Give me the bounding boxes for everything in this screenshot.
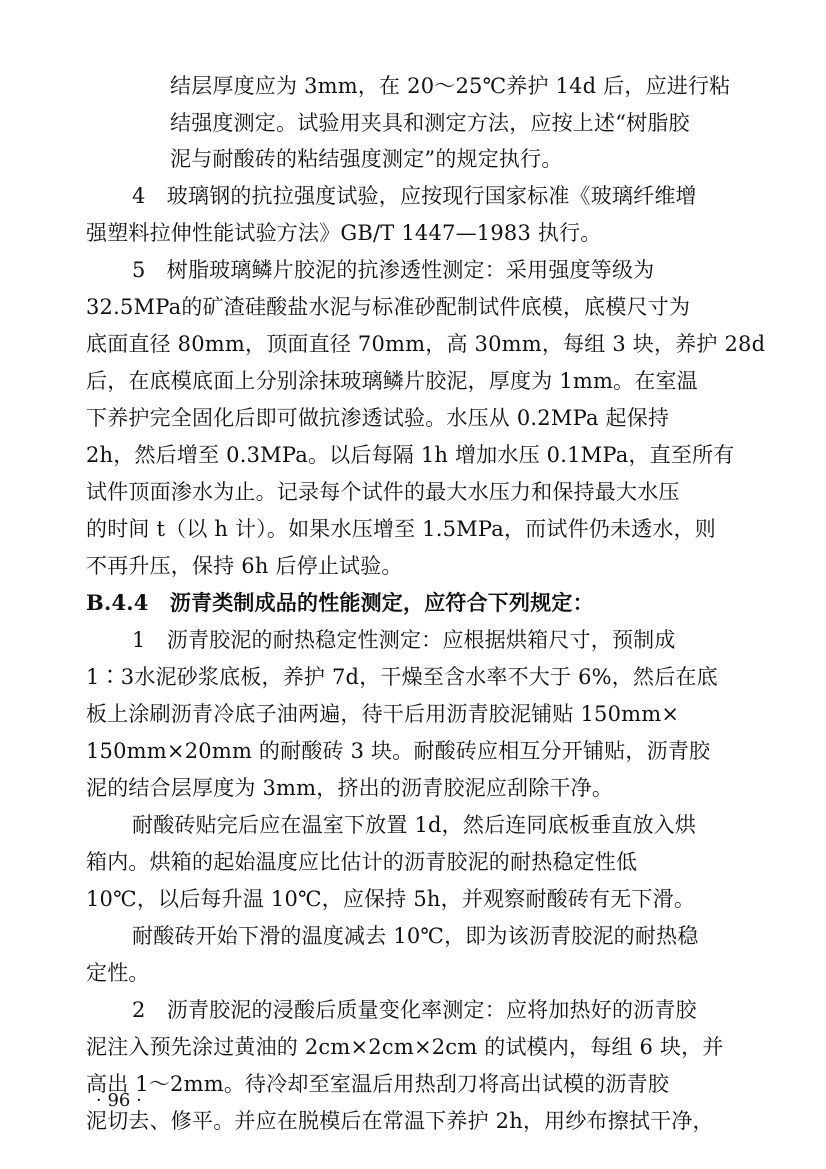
text-line-21: 耐酸砖贴完后应在温室下放置 1d，然后连同底板垂直放入烘 [132, 813, 697, 837]
text-line-17: 1∶3水泥砂浆底板，养护 7d，干燥至含水率不大于 6%，然后在底 [86, 665, 718, 689]
page-number: · 96 · [96, 1090, 142, 1111]
text-line-10: 下养护完全固化后即可做抗渗透试验。水压从 0.2MPa 起保持 [86, 406, 670, 430]
text-line-13: 的时间 t（以 h 计）。如果水压增至 1.5MPa，而试件仍未透水，则 [86, 517, 716, 541]
text-line-11: 2h，然后增至 0.3MPa。以后每隔 1h 增加水压 0.1MPa，直至所有 [86, 443, 735, 467]
text-line-27: 泥注入预先涂过黄油的 2cm×2cm×2cm 的试模内，每组 6 块，并 [86, 1035, 724, 1059]
text-line-5: 强塑料拉伸性能试验方法》GB/T 1447—1983 执行。 [86, 221, 602, 245]
section-heading-b44: B.4.4 沥青类制成品的性能测定，应符合下列规定： [86, 590, 594, 615]
text-line-20: 泥的结合层厚度为 3mm，挤出的沥青胶泥应刮除干净。 [86, 776, 614, 800]
text-line-12: 试件顶面渗水为止。记录每个试件的最大水压力和保持最大水压 [86, 480, 680, 504]
text-line-19: 150mm×20mm 的耐酸砖 3 块。耐酸砖应相互分开铺贴，沥青胶 [86, 739, 711, 763]
text-line-22: 箱内。烘箱的起始温度应比估计的沥青胶泥的耐热稳定性低 [86, 850, 638, 874]
text-line-4: 4 玻璃钢的抗拉强度试验，应按现行国家标准《玻璃纤维增 [132, 184, 697, 208]
text-line-23: 10℃，以后每升温 10℃，应保持 5h，并观察耐酸砖有无下滑。 [86, 887, 696, 911]
text-line-25: 定性。 [86, 961, 150, 985]
text-line-24: 耐酸砖开始下滑的温度减去 10℃，即为该沥青胶泥的耐热稳 [132, 924, 699, 948]
text-line-3: 泥与耐酸砖的粘结强度测定”的规定执行。 [170, 147, 563, 171]
text-line-29: 泥切去、修平。并应在脱模后在常温下养护 2h，用纱布擦拭干净， [86, 1109, 714, 1133]
text-line-26: 2 沥青胶泥的浸酸后质量变化率测定：应将加热好的沥青胶 [132, 998, 697, 1022]
text-line-14: 不再升压，保持 6h 后停止试验。 [86, 554, 403, 578]
text-line-28: 高出 1～2mm。待冷却至室温后用热刮刀将高出试模的沥青胶 [86, 1072, 670, 1096]
text-line-9: 后，在底模底面上分别涂抹玻璃鳞片胶泥，厚度为 1mm。在室温 [86, 369, 698, 393]
text-line-8: 底面直径 80mm，顶面直径 70mm，高 30mm，每组 3 块，养护 28d [86, 332, 766, 356]
text-line-18: 板上涂刷沥青冷底子油两遍，待干后用沥青胶泥铺贴 150mm× [86, 702, 680, 726]
text-line-7: 32.5MPa的矿渣硅酸盐水泥与标准砂配制试件底模，底模尺寸为 [86, 295, 691, 319]
text-line-16: 1 沥青胶泥的耐热稳定性测定：应根据烘箱尺寸，预制成 [132, 628, 676, 652]
text-line-6: 5 树脂玻璃鳞片胶泥的抗渗透性测定：采用强度等级为 [132, 258, 655, 282]
text-line-1: 结层厚度应为 3mm，在 20～25℃养护 14d 后，应进行粘 [170, 74, 731, 98]
text-line-2: 结强度测定。试验用夹具和测定方法，应按上述“树脂胶 [170, 111, 690, 135]
